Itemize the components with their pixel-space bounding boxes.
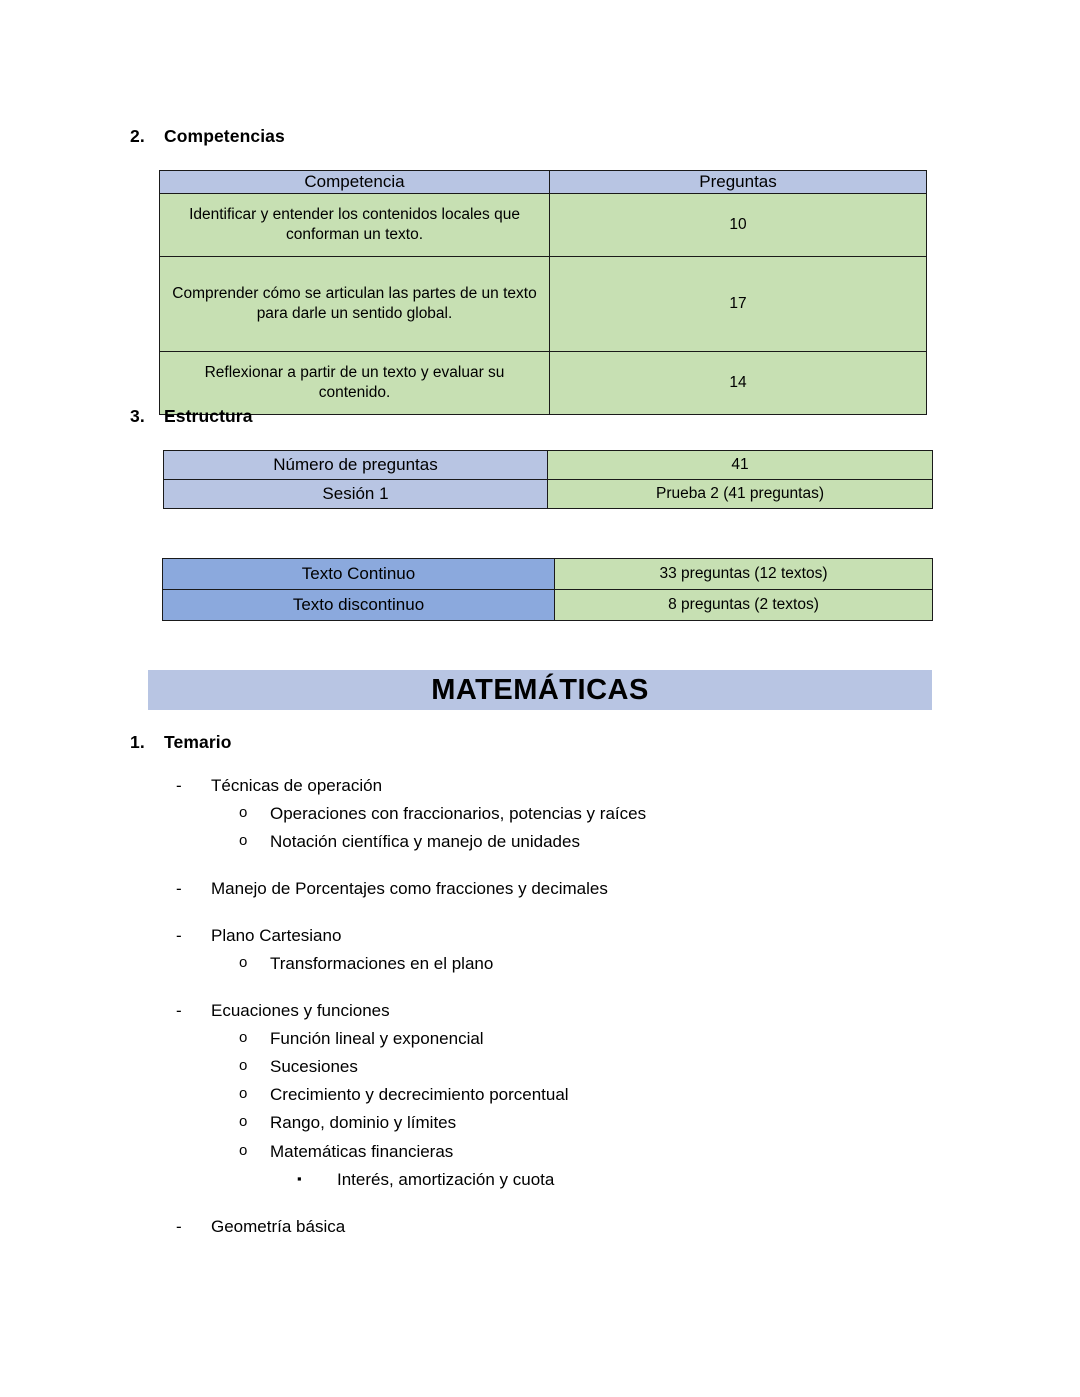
list-item [0, 954, 1080, 974]
list-item [0, 1085, 1080, 1105]
list-item [0, 1057, 1080, 1077]
matematicas-section-banner [148, 670, 932, 710]
temario-list [0, 776, 1080, 1237]
list-item [0, 1029, 1080, 1049]
table-row [160, 351, 927, 414]
section-number-competencias: 2. [130, 126, 145, 146]
spacer [0, 1021, 1080, 1029]
section-number-estructura: 3. [130, 406, 145, 426]
section-heading-estructura [130, 406, 253, 427]
list-item [0, 1217, 1080, 1237]
section-title-competencias: Competencias [164, 126, 285, 146]
spacer [0, 1077, 1080, 1085]
list-item-label: Sucesiones [270, 1057, 358, 1077]
spacer [0, 1162, 1080, 1170]
dash-bullet-icon: - [176, 1001, 182, 1021]
competencia-question-count: 17 [550, 256, 927, 351]
competencia-description: Comprender cómo se articulan las partes de un texto para darle un sentido global. [160, 256, 550, 351]
list-item [0, 1113, 1080, 1133]
list-item-label: Técnicas de operación [211, 776, 383, 795]
list-item-label: Ecuaciones y funciones [211, 1001, 390, 1021]
competencia-question-count: 14 [550, 351, 927, 414]
list-item-label: Interés, amortización y cuota [337, 1169, 555, 1189]
matematicas-banner-title: MATEMÁTICAS [431, 673, 649, 706]
dash-bullet-icon: - [176, 1216, 182, 1236]
spacer [0, 1134, 1080, 1142]
list-item [0, 926, 1080, 946]
square-bullet-icon: ▪ [297, 1170, 302, 1186]
row-label-texto-discontinuo: Texto discontinuo [163, 590, 555, 621]
list-item [0, 1142, 1080, 1162]
tipos-texto-table [162, 558, 933, 621]
list-item-label: Operaciones con fraccionarios, potencias y raíces [270, 804, 647, 824]
row-value-sesion-1: Prueba 2 (41 preguntas) [548, 480, 933, 509]
list-item [0, 1001, 1080, 1021]
list-item [0, 776, 1080, 796]
table-row [163, 559, 933, 590]
row-value-texto-continuo: 33 preguntas (12 textos) [555, 559, 933, 590]
table-row [160, 193, 927, 256]
column-header-preguntas: Preguntas [550, 171, 927, 194]
list-item-label: Geometría básica [211, 1216, 346, 1236]
list-item-label: Rango, dominio y límites [270, 1113, 457, 1133]
list-item [0, 804, 1080, 824]
circle-bullet-icon: o [239, 832, 248, 850]
column-header-competencia: Competencia [160, 171, 550, 194]
spacer [0, 824, 1080, 832]
row-value-texto-discontinuo: 8 preguntas (2 textos) [555, 590, 933, 621]
circle-bullet-icon: o [239, 1029, 248, 1047]
list-item-label: Crecimiento y decrecimiento porcentual [270, 1085, 569, 1105]
row-label-texto-continuo: Texto Continuo [163, 559, 555, 590]
circle-bullet-icon: o [239, 1141, 248, 1159]
spacer [0, 899, 1080, 926]
table-header-row [160, 171, 927, 194]
circle-bullet-icon: o [239, 954, 248, 972]
dash-bullet-icon: - [176, 926, 182, 946]
estructura-main-table [163, 450, 933, 509]
table-row [164, 480, 933, 509]
section-title-temario: Temario [164, 732, 232, 752]
list-item-label: Función lineal y exponencial [270, 1029, 484, 1049]
spacer [0, 852, 1080, 879]
list-item-label: Plano Cartesiano [211, 926, 342, 946]
table-row [164, 451, 933, 480]
list-item-label: Matemáticas financieras [270, 1141, 454, 1161]
list-item-label: Transformaciones en el plano [270, 954, 494, 974]
dash-bullet-icon: - [176, 879, 182, 899]
dash-bullet-icon: - [176, 776, 182, 795]
section-heading-competencias [130, 126, 285, 147]
list-item-label: Notación científica y manejo de unidades [270, 832, 580, 852]
row-label-numero-preguntas: Número de preguntas [164, 451, 548, 480]
circle-bullet-icon: o [239, 1113, 248, 1131]
spacer [0, 1105, 1080, 1113]
table-row [160, 256, 927, 351]
spacer [0, 1049, 1080, 1057]
section-title-estructura: Estructura [164, 406, 253, 426]
list-item [0, 1170, 1080, 1190]
circle-bullet-icon: o [239, 1057, 248, 1075]
table-row [163, 590, 933, 621]
list-item [0, 879, 1080, 899]
competencias-table [159, 170, 927, 415]
spacer [0, 1190, 1080, 1217]
section-heading-temario [130, 732, 231, 753]
spacer [0, 796, 1080, 804]
circle-bullet-icon: o [239, 1085, 248, 1103]
list-item-label: Manejo de Porcentajes como fracciones y decimales [211, 879, 608, 899]
spacer [0, 974, 1080, 1001]
row-value-numero-preguntas: 41 [548, 451, 933, 480]
competencia-description: Identificar y entender los contenidos locales que conforman un texto. [160, 193, 550, 256]
spacer [0, 946, 1080, 954]
list-item [0, 832, 1080, 852]
section-number-temario: 1. [130, 732, 145, 752]
competencia-question-count: 10 [550, 193, 927, 256]
competencia-description: Reflexionar a partir de un texto y evaluar su contenido. [160, 351, 550, 414]
row-label-sesion-1: Sesión 1 [164, 480, 548, 509]
circle-bullet-icon: o [239, 804, 248, 822]
